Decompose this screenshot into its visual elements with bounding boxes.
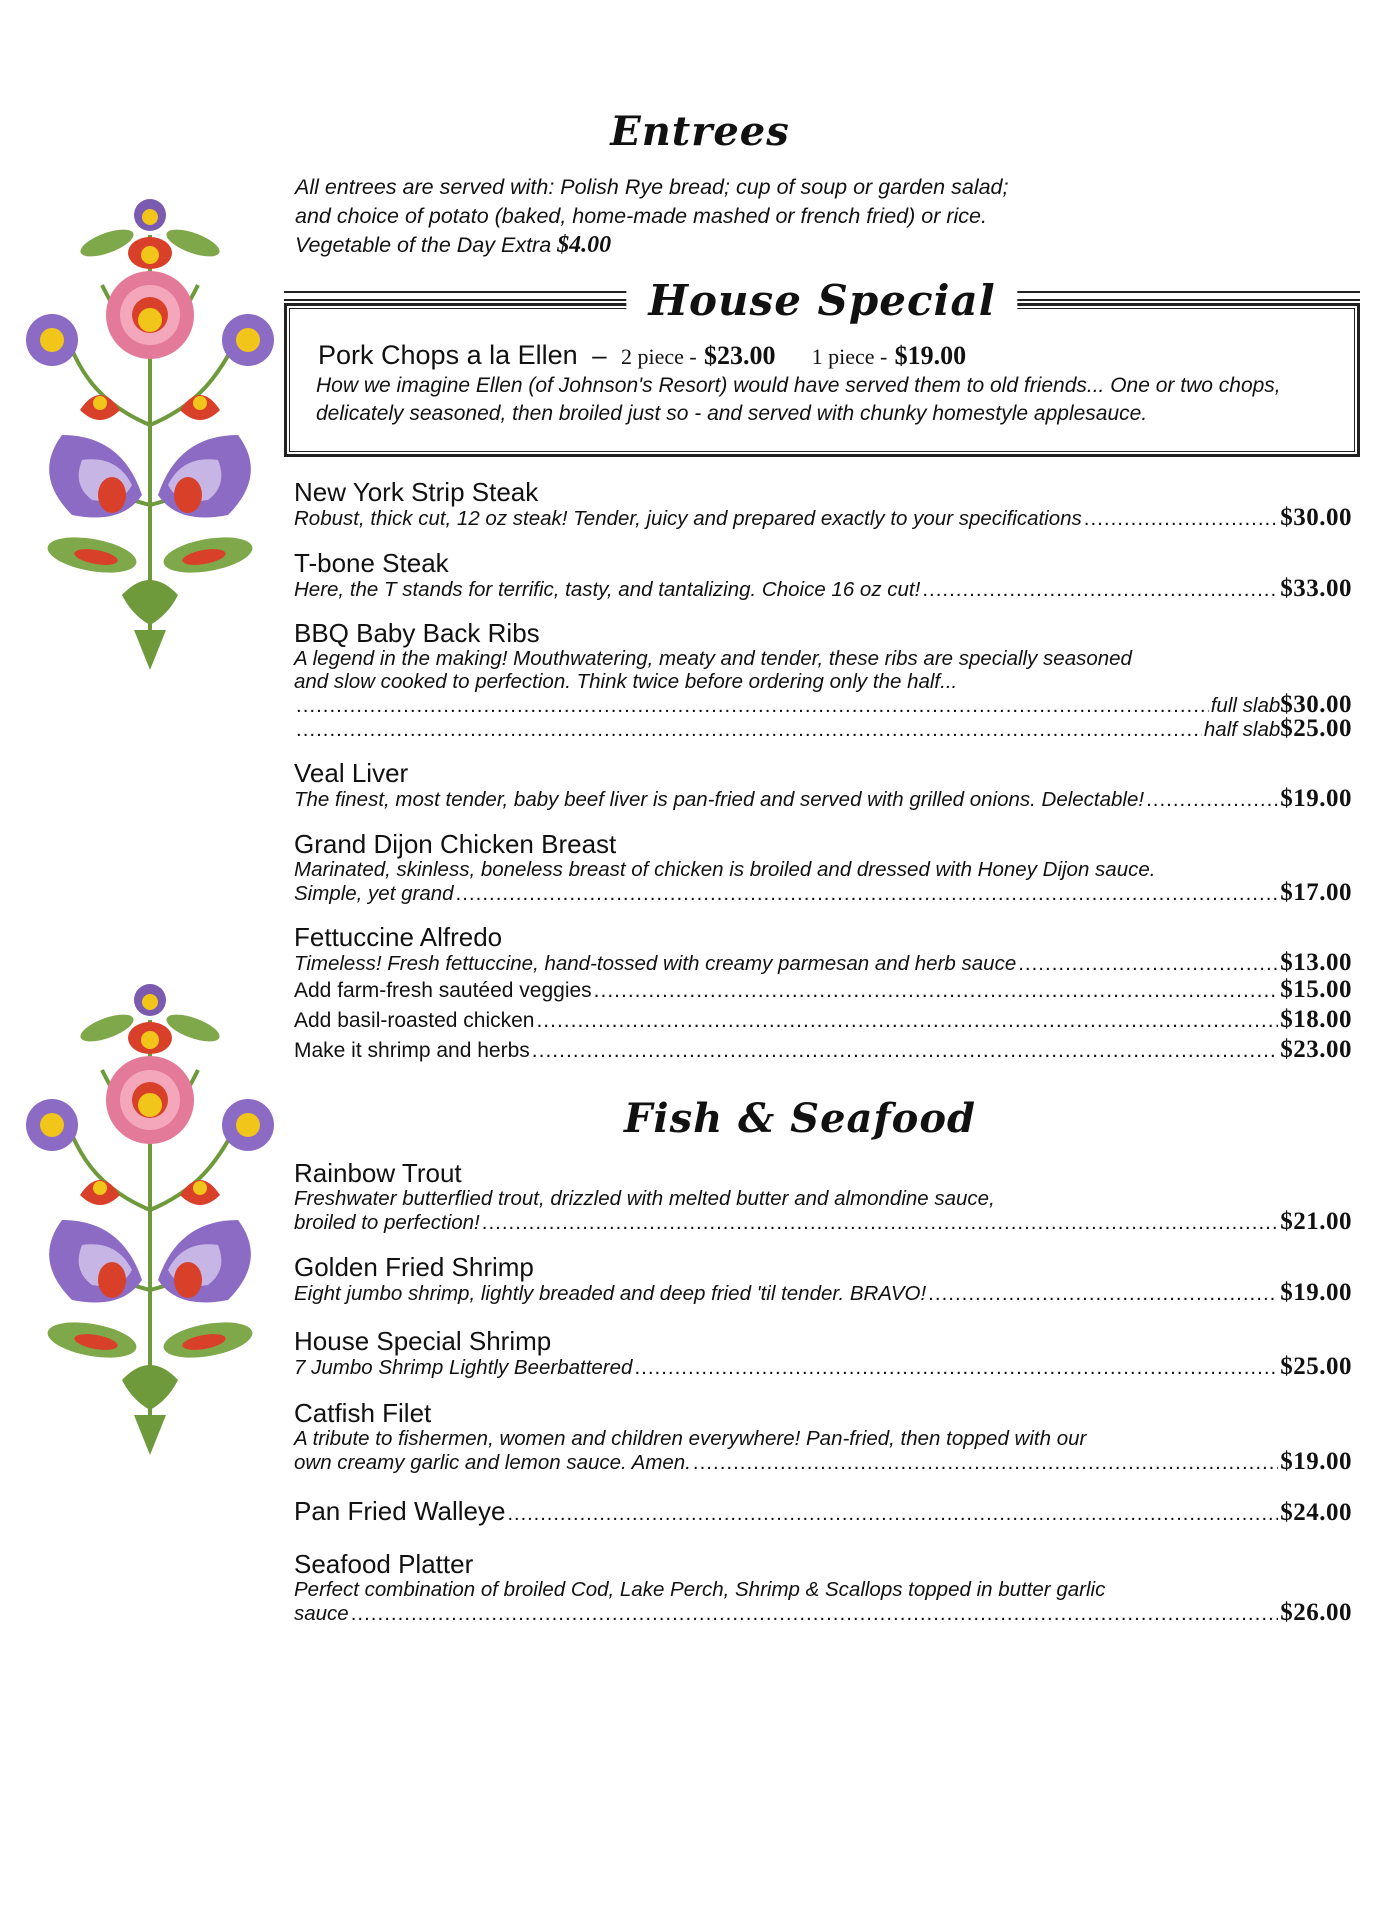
item-price: $19.00 xyxy=(1280,1448,1352,1475)
addon-price: $15.00 xyxy=(1280,976,1352,1003)
item-name: T-bone Steak xyxy=(294,548,449,578)
item-desc-row xyxy=(294,1601,1352,1625)
item-desc-row xyxy=(294,1210,1352,1234)
item-name: House Special Shrimp xyxy=(294,1326,552,1356)
menu-item-tbone xyxy=(294,549,1352,601)
item-price: $24.00 xyxy=(1280,1499,1352,1526)
house-special-title: House Special xyxy=(626,276,1017,325)
item-desc-row xyxy=(294,1450,1352,1474)
intro-line-1: All entrees are served with: Polish Rye bread; cup of soup or garden salad; xyxy=(295,175,1009,199)
item-desc-1: Freshwater butterflied trout, drizzled with melted butter and almondine sauce, xyxy=(294,1187,995,1210)
house-special-header xyxy=(284,276,1360,326)
item-price: $30.00 xyxy=(1280,504,1352,531)
addon-price: $23.00 xyxy=(1280,1036,1352,1063)
item-desc: Here, the T stands for terrific, tasty, and tantalizing. Choice 16 oz cut! xyxy=(294,578,921,601)
house-special-opt1-label: 2 piece - xyxy=(621,344,697,369)
item-name: Grand Dijon Chicken Breast xyxy=(294,829,617,859)
leader-dots xyxy=(634,1356,1278,1379)
intro-vegetable-label: Vegetable of the Day Extra xyxy=(295,233,552,257)
item-desc-row xyxy=(294,506,1352,530)
leader-dots xyxy=(507,1503,1278,1526)
leader-dots xyxy=(928,1282,1278,1305)
item-desc-row xyxy=(294,577,1352,601)
half-slab-label: half slab xyxy=(1203,718,1281,741)
menu-item-bbq-ribs xyxy=(294,619,1352,741)
leader-dots xyxy=(456,882,1279,905)
menu-item-catfish-filet xyxy=(294,1399,1352,1474)
item-desc-row xyxy=(294,787,1352,811)
menu-item-rainbow-trout xyxy=(294,1159,1352,1234)
item-price: $19.00 xyxy=(1280,1279,1352,1306)
item-name: BBQ Baby Back Ribs xyxy=(294,618,540,648)
item-full-slab-row xyxy=(294,693,1352,717)
leader-dots xyxy=(1146,788,1278,811)
menu-item-house-special-shrimp xyxy=(294,1327,1352,1379)
item-desc-1: Perfect combination of broiled Cod, Lake Perch, Shrimp & Scallops topped in butter garlic xyxy=(294,1578,1106,1601)
intro-vegetable-price: $4.00 xyxy=(557,232,612,258)
item-desc-2: own creamy garlic and lemon sauce. Amen. xyxy=(294,1451,691,1474)
item-desc: 7 Jumbo Shrimp Lightly Beerbattered xyxy=(294,1356,633,1379)
menu-item-dijon-chicken xyxy=(294,830,1352,905)
addon-label: Add farm-fresh sautéed veggies xyxy=(294,979,592,1002)
addon-label: Make it shrimp and herbs xyxy=(294,1039,530,1062)
item-desc-2: broiled to perfection! xyxy=(294,1211,480,1234)
half-slab-price: $25.00 xyxy=(1280,715,1352,742)
item-name: Pan Fried Walleye xyxy=(294,1496,506,1526)
item-desc-2: Simple, yet grand xyxy=(294,882,454,905)
item-price: $17.00 xyxy=(1280,879,1352,906)
item-price: $26.00 xyxy=(1280,1599,1352,1626)
item-name: New York Strip Steak xyxy=(294,477,539,507)
menu-item-seafood-platter xyxy=(294,1550,1352,1625)
leader-dots xyxy=(1084,507,1278,530)
item-name: Fettuccine Alfredo xyxy=(294,922,503,952)
house-special-opt2-label: 1 piece - xyxy=(811,344,888,369)
item-desc-2: and slow cooked to perfection. Think twice before ordering only the half... xyxy=(294,670,958,693)
item-price: $13.00 xyxy=(1280,949,1352,976)
menu-item-golden-fried-shrimp xyxy=(294,1253,1352,1305)
item-name: Rainbow Trout xyxy=(294,1158,462,1188)
item-price: $33.00 xyxy=(1280,575,1352,602)
item-desc: Timeless! Fresh fettuccine, hand-tossed with creamy parmesan and herb sauce xyxy=(294,952,1017,975)
menu-item-veal-liver xyxy=(294,759,1352,811)
item-desc: Eight jumbo shrimp, lightly breaded and deep fried 'til tender. BRAVO! xyxy=(294,1282,927,1305)
item-desc-row xyxy=(294,881,1352,905)
item-price: $19.00 xyxy=(1280,785,1352,812)
menu-item-ny-strip xyxy=(294,478,1352,530)
intro-line-2: and choice of potato (baked, home-made mashed or french fried) or rice. xyxy=(295,204,987,228)
house-special-item xyxy=(318,340,966,371)
leader-dots xyxy=(296,718,1202,741)
leader-dots xyxy=(536,1006,1278,1035)
item-desc: Robust, thick cut, 12 oz steak! Tender, juicy and prepared exactly to your specifications xyxy=(294,507,1082,530)
entrees-heading: Entrees xyxy=(610,108,790,155)
leader-dots xyxy=(532,1036,1278,1065)
item-desc-row xyxy=(294,1355,1352,1379)
item-price: $25.00 xyxy=(1280,1353,1352,1380)
entrees-intro xyxy=(295,173,1095,260)
full-slab-label: full slab xyxy=(1210,694,1281,717)
floral-ornament-top xyxy=(22,175,282,685)
item-desc-1: A tribute to fishermen, women and children everywhere! Pan-fried, then topped with our xyxy=(294,1427,1087,1450)
addon-row-shrimp xyxy=(294,1035,1352,1065)
leader-dots xyxy=(351,1602,1279,1625)
full-slab-price: $30.00 xyxy=(1280,691,1352,718)
item-name-row xyxy=(294,1497,1352,1527)
item-desc-1: A legend in the making! Mouthwatering, meaty and tender, these ribs are specially seasoned xyxy=(294,647,1132,670)
house-special-name: Pork Chops a la Ellen xyxy=(318,340,578,370)
leader-dots xyxy=(693,1451,1278,1474)
addon-row-veggies xyxy=(294,975,1352,1005)
floral-ornament-bottom xyxy=(22,960,282,1470)
item-desc-1: Marinated, skinless, boneless breast of chicken is broiled and dressed with Honey Dijon sauce. xyxy=(294,858,1156,881)
house-special-opt1-price: $23.00 xyxy=(703,341,776,370)
house-special-dash: – xyxy=(592,340,607,370)
leader-dots xyxy=(296,694,1209,717)
house-special-opt2-price: $19.00 xyxy=(894,341,967,370)
leader-dots xyxy=(1018,952,1278,975)
item-desc: The finest, most tender, baby beef liver is pan-fried and served with grilled onions. Delectable! xyxy=(294,788,1145,811)
leader-dots xyxy=(482,1211,1278,1234)
item-desc-row xyxy=(294,1281,1352,1305)
intro-line-3 xyxy=(295,231,1095,260)
item-price: $21.00 xyxy=(1280,1208,1352,1235)
leader-dots xyxy=(594,976,1279,1005)
item-name: Veal Liver xyxy=(294,758,409,788)
menu-item-pan-fried-walleye xyxy=(294,1497,1352,1527)
item-name: Catfish Filet xyxy=(294,1398,432,1428)
leader-dots xyxy=(922,578,1278,601)
menu-item-fettuccine xyxy=(294,923,1352,1065)
fish-seafood-heading: Fish & Seafood xyxy=(624,1095,976,1142)
item-half-slab-row xyxy=(294,717,1352,741)
item-desc-row xyxy=(294,951,1352,975)
item-name: Seafood Platter xyxy=(294,1549,474,1579)
addon-row-chicken xyxy=(294,1005,1352,1035)
addon-label: Add basil-roasted chicken xyxy=(294,1009,535,1032)
item-name: Golden Fried Shrimp xyxy=(294,1252,534,1282)
addon-price: $18.00 xyxy=(1280,1006,1352,1033)
item-desc-2: sauce xyxy=(294,1602,349,1625)
house-special-description: How we imagine Ellen (of Johnson's Resort) would have served them to old friends... One or two chops, delicately seasoned, then broiled just so - and served with chunky homestyle applesauce. xyxy=(316,374,1281,425)
